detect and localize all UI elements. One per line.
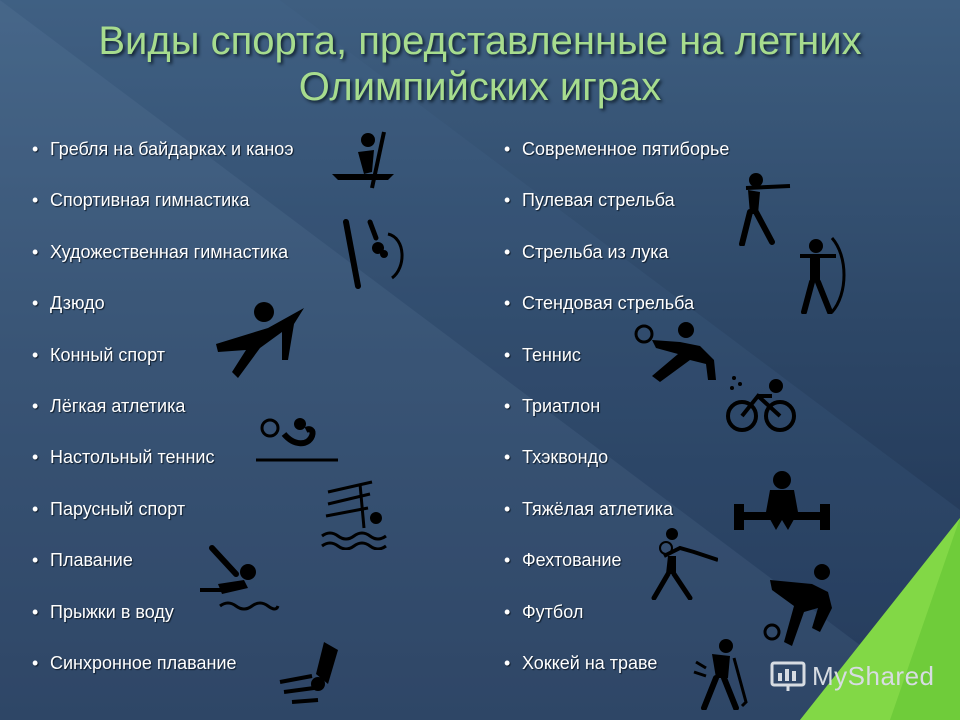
equestrian-pictogram-icon xyxy=(208,298,312,380)
synchronized-swimming-pictogram-icon xyxy=(272,638,348,708)
list-item: • Теннис xyxy=(504,344,581,365)
fencing-pictogram-icon xyxy=(646,526,718,600)
tennis-pictogram-icon xyxy=(634,320,720,386)
table-tennis-pictogram-icon xyxy=(252,416,340,464)
triathlon-pictogram-icon xyxy=(722,372,798,434)
swimming-pictogram-icon xyxy=(196,544,280,614)
list-item: • Современное пятиборье xyxy=(504,139,730,159)
shooting-pictogram-icon xyxy=(736,172,792,246)
list-item: • Стендовая стрельба xyxy=(504,293,695,314)
list-item: • Дзюдо xyxy=(32,293,105,314)
title-line-1: Виды спорта, представленные на летних xyxy=(98,19,862,63)
list-item: • Плавание xyxy=(32,550,133,571)
sailing-pictogram-icon xyxy=(320,478,392,550)
page-title xyxy=(0,18,960,110)
list-item: • Пулевая стрельба xyxy=(504,190,675,211)
list-item: • Прыжки в воду xyxy=(32,601,174,622)
list-item: • Художественная гимнастика xyxy=(32,241,289,262)
field-hockey-pictogram-icon xyxy=(690,638,752,710)
list-item: • Лёгкая атлетика xyxy=(32,395,186,416)
presentation-screen-icon xyxy=(770,659,806,693)
title-line-2: Олимпийских играх xyxy=(298,65,662,109)
list-item: • Футбол xyxy=(504,601,584,622)
list-item: • Тхэквондо xyxy=(504,447,609,468)
list-item: • Фехтование xyxy=(504,550,622,571)
right-sport-list xyxy=(504,134,729,699)
rhythmic-gymnastics-pictogram-icon xyxy=(340,214,410,290)
logo-text: MyShared xyxy=(812,660,935,691)
weightlifting-pictogram-icon xyxy=(734,470,830,534)
list-item: • Тяжёлая атлетика xyxy=(504,498,674,519)
canoe-pictogram-icon xyxy=(328,130,400,192)
list-item: • Конный спорт xyxy=(32,344,165,365)
list-item: • Гребля на байдарках и каноэ xyxy=(32,139,294,159)
list-item: • Синхронное плавание xyxy=(32,652,237,673)
list-item: • Триатлон xyxy=(504,395,601,416)
list-item: • Хоккей на траве xyxy=(504,652,658,673)
list-item: • Настольный теннис xyxy=(32,447,215,468)
football-pictogram-icon xyxy=(762,562,842,648)
myshared-logo xyxy=(770,656,935,696)
archery-pictogram-icon xyxy=(796,236,848,314)
list-item: • Спортивная гимнастика xyxy=(32,190,250,211)
list-item: • Парусный спорт xyxy=(32,498,186,519)
list-item: • Стрельба из лука xyxy=(504,241,669,262)
